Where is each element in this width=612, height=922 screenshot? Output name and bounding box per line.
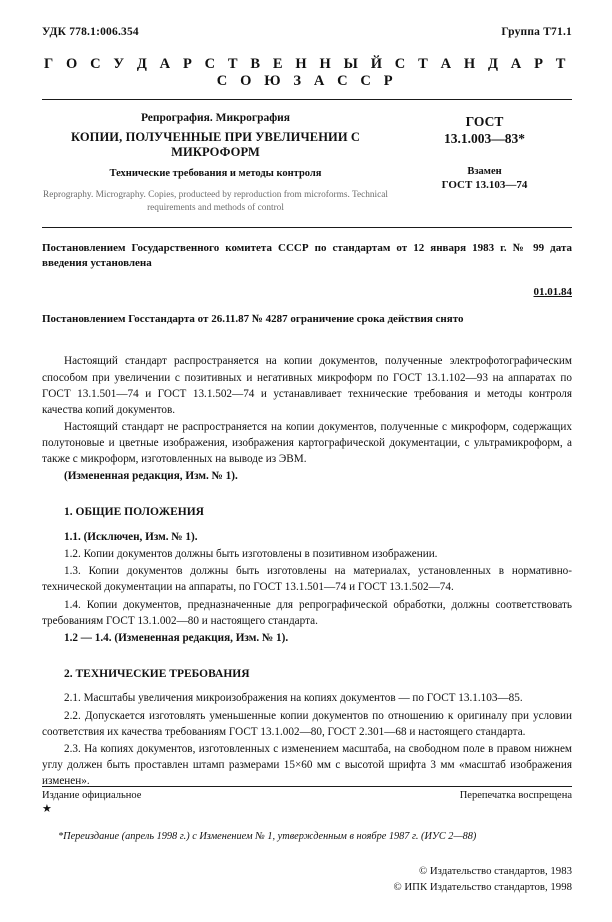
clause-1-3: 1.3. Копии документов должны быть изготовлены на материалах, установленных в нормативно-технической документации на аппараты, по ГОСТ 13.1.501—74 и ГОСТ 13.1.502—74.: [42, 565, 572, 594]
copyright-block: [42, 864, 572, 895]
gost-label: ГОСТ: [465, 114, 504, 129]
clause-1-revision: 1.2 — 1.4. (Измененная редакция, Изм. № 1).: [64, 631, 289, 644]
title-left: [42, 112, 397, 215]
group-code: Группа Т71.1: [501, 26, 572, 38]
replaces-label: Взамен: [467, 165, 502, 177]
revision-note: (Измененная редакция, Изм. № 1).: [64, 470, 238, 483]
effective-date: 01.01.84: [533, 285, 572, 298]
divider-footer: [42, 786, 572, 787]
section-1-title: 1. ОБЩИЕ ПОЛОЖЕНИЯ: [64, 506, 204, 519]
clause-1-4: 1.4. Копии документов, предназначенные для репрографической обработки, должны соответствовать требованиям ГОСТ 13.1.002—80 и настоящего стандарта.: [42, 598, 572, 627]
clause-1-1: 1.1. (Исключен, Изм. № 1).: [64, 531, 198, 544]
divider-top: [42, 99, 572, 100]
copyright-line-2: © ИПК Издательство стандартов, 1998: [393, 880, 572, 893]
udk-code: УДК 778.1:006.354: [42, 26, 139, 38]
body-paragraph-1: Настоящий стандарт распространяется на копии документов, полученные электрофотографическим способом при увеличении с позитивных и негативных микроформ по ГОСТ 13.1.102—93 на аппаратах по ГОСТ 13.1.501—74 и ГОСТ 13.1.502—74 и устанавливает технические требования и методы контроля качества копий документов.: [42, 355, 572, 416]
standard-title: Г О С У Д А Р С Т В Е Н Н Ы Й С Т А Н Д А Р Т С О Ю З А С С Р: [43, 56, 571, 89]
page-footer: [42, 790, 572, 895]
title-right: [397, 112, 572, 215]
clause-2-3: 2.3. На копиях документов, изготовленных с изменением масштаба, на свободном поле в правом нижнем углу должен быть проставлен штамп размерами 15×60 мм с высотой шрифта 3 мм «масштаб изображения изменен».: [42, 742, 572, 788]
document-body: [42, 353, 572, 789]
replaces-number: ГОСТ 13.103—74: [441, 178, 528, 191]
republication-note: *Переиздание (апрель 1998 г.) с Изменением № 1, утвержденным в ноябре 1987 г. (ИУС 2—88): [58, 831, 477, 842]
gost-number: 13.1.003—83*: [444, 130, 525, 146]
section-2-title: 2. ТЕХНИЧЕСКИЕ ТРЕБОВАНИЯ: [64, 667, 250, 680]
official-edition-label: Издание официальное: [42, 790, 142, 801]
divider-title: [42, 227, 572, 228]
body-paragraph-2: Настоящий стандарт не распространяется на копии документов, полученные с микроформ, содержащих полутоновые и цветные изображения, изображения картографической документации, с ультрамикроформ, а также с микроформ, изготовленных на выводе из ЭВМ.: [42, 420, 572, 466]
clause-2-2: 2.2. Допускается изготовлять уменьшенные копии документов по отношению к оригиналу при условии соответствия их качества требованиям ГОСТ 13.1.002—80, ГОСТ 2.301—68 и настоящего стандарта.: [42, 709, 572, 738]
document-subtitle: Репрография. Микрография: [140, 112, 291, 124]
clause-2-1: 2.1. Масштабы увеличения микроизображения на копиях документов — по ГОСТ 13.1.103—85.: [64, 692, 523, 705]
copyright-line-1: © Издательство стандартов, 1983: [418, 865, 572, 877]
reprint-notice: Перепечатка воспрещена: [459, 790, 572, 801]
header-line: [42, 26, 572, 38]
document-english-title: Reprography. Micrography. Copies, producteed by reproduction from microforms. Technical requirements and methods of control: [43, 190, 388, 213]
document-requirements-line: Технические требования и методы контроля: [109, 168, 322, 179]
star-icon: ★: [42, 803, 52, 815]
document-main-title: КОПИИ, ПОЛУЧЕННЫЕ ПРИ УВЕЛИЧЕНИИ С МИКРОФОРМ: [70, 130, 361, 159]
title-block: [42, 112, 572, 215]
resolution-text: Постановлением Государственного комитета СССР по стандартам от 12 января 1983 г. № 99 дата введения установлена: [42, 241, 572, 270]
resolution-text-2: Постановлением Госстандарта от 26.11.87 № 4287 ограничение срока действия снято: [42, 312, 464, 325]
clause-1-2: 1.2. Копии документов должны быть изготовлены в позитивном изображении.: [64, 548, 438, 561]
